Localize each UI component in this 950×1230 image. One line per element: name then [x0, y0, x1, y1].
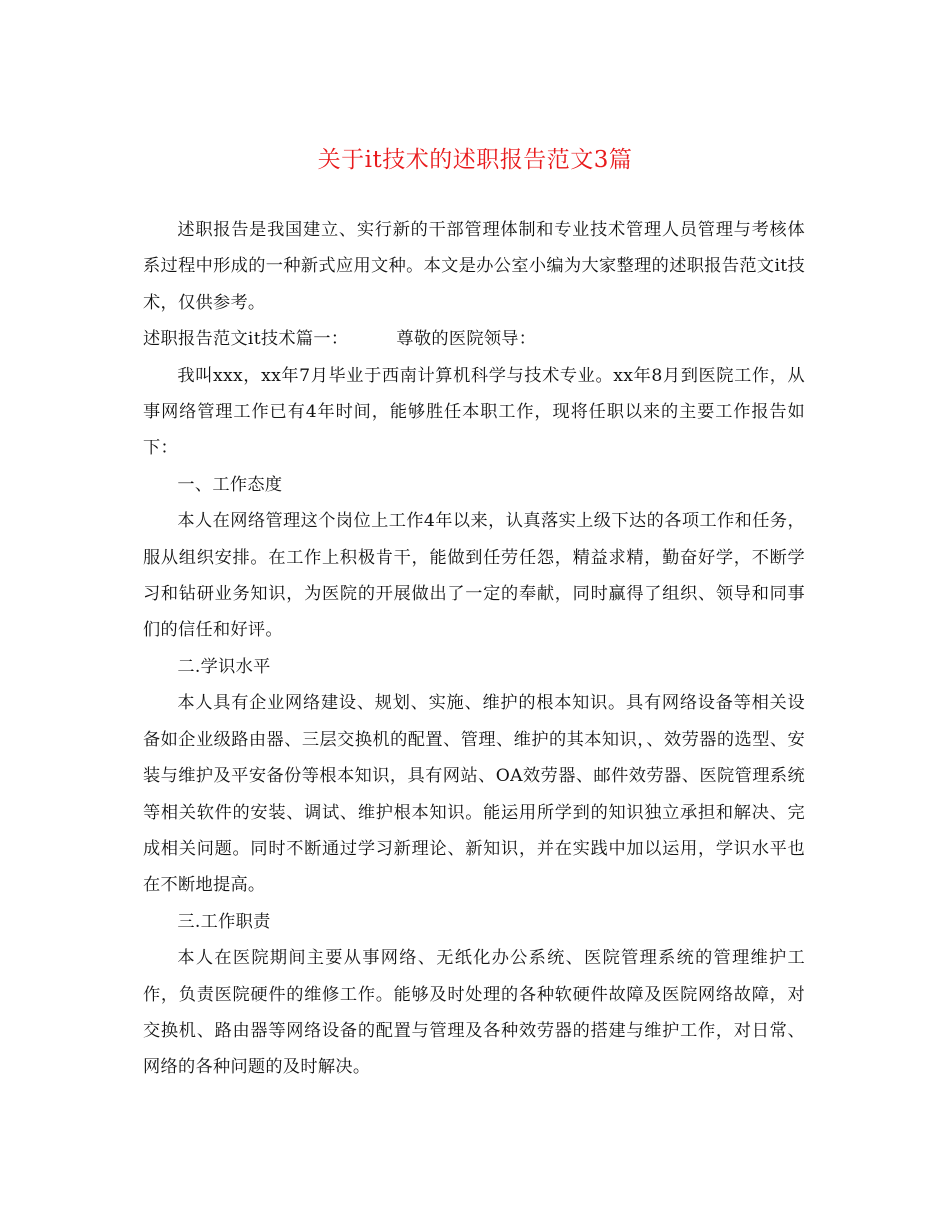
article-label-line: [143, 321, 805, 357]
section3-heading: 三.工作职责: [177, 911, 271, 932]
intro-paragraph: 述职报告是我国建立、实行新的干部管理体制和专业技术管理人员管理与考核体系过程中形成的一种新式应用文种。本文是办公室小编为大家整理的述职报告范文it技术，仅供参考。: [143, 220, 805, 313]
section2-paragraph: 本人具有企业网络建设、规划、实施、维护的根本知识。具有网络设备等相关设备如企业级路由器、三层交换机的配置、管理、维护的其本知识，、效劳器的选型、安装与维护及平安备份等根本知识，具有网站、OA效劳器、邮件效劳器、医院管理系统等相关软件的安装、调试、维护根本知识。能运用所学到的知识独立承担和解决、完成相关问题。同时不断通过学习新理论、新知识，并在实践中加以运用，学识水平也在不断地提高。: [143, 693, 805, 896]
salutation: 尊敬的医院领导：: [396, 329, 537, 350]
document-title: 关于it技术的述职报告范文3篇: [317, 147, 633, 173]
section3-paragraph: 本人在医院期间主要从事网络、无纸化办公系统、医院管理系统的管理维护工作，负责医院硬件的维修工作。能够及时处理的各种软硬件故障及医院网络故障，对交换机、路由器等网络设备的配置与管理及各种效劳器的搭建与维护工作，对日常、网络的各种问题的及时解决。: [143, 948, 805, 1078]
section2-heading: 二.学识水平: [177, 656, 271, 677]
section1-paragraph: 本人在网络管理这个岗位上工作4年以来，认真落实上级下达的各项工作和任务，服从组织安排。在工作上积极肯干，能做到任劳任怨，精益求精，勤奋好学，不断学习和钻研业务知识，为医院的开展做出了一定的奉献，同时赢得了组织、领导和同事们的信任和好评。: [143, 511, 805, 641]
self-intro-paragraph: 我叫xxx，xx年7月毕业于西南计算机科学与技术专业。xx年8月到医院工作，从事网络管理工作已有4年时间，能够胜任本职工作，现将任职以来的主要工作报告如下：: [143, 365, 805, 459]
document-body: [143, 212, 805, 1086]
article-label: 述职报告范文it技术篇一：: [143, 329, 349, 350]
section1-heading: 一、工作态度: [177, 474, 283, 495]
